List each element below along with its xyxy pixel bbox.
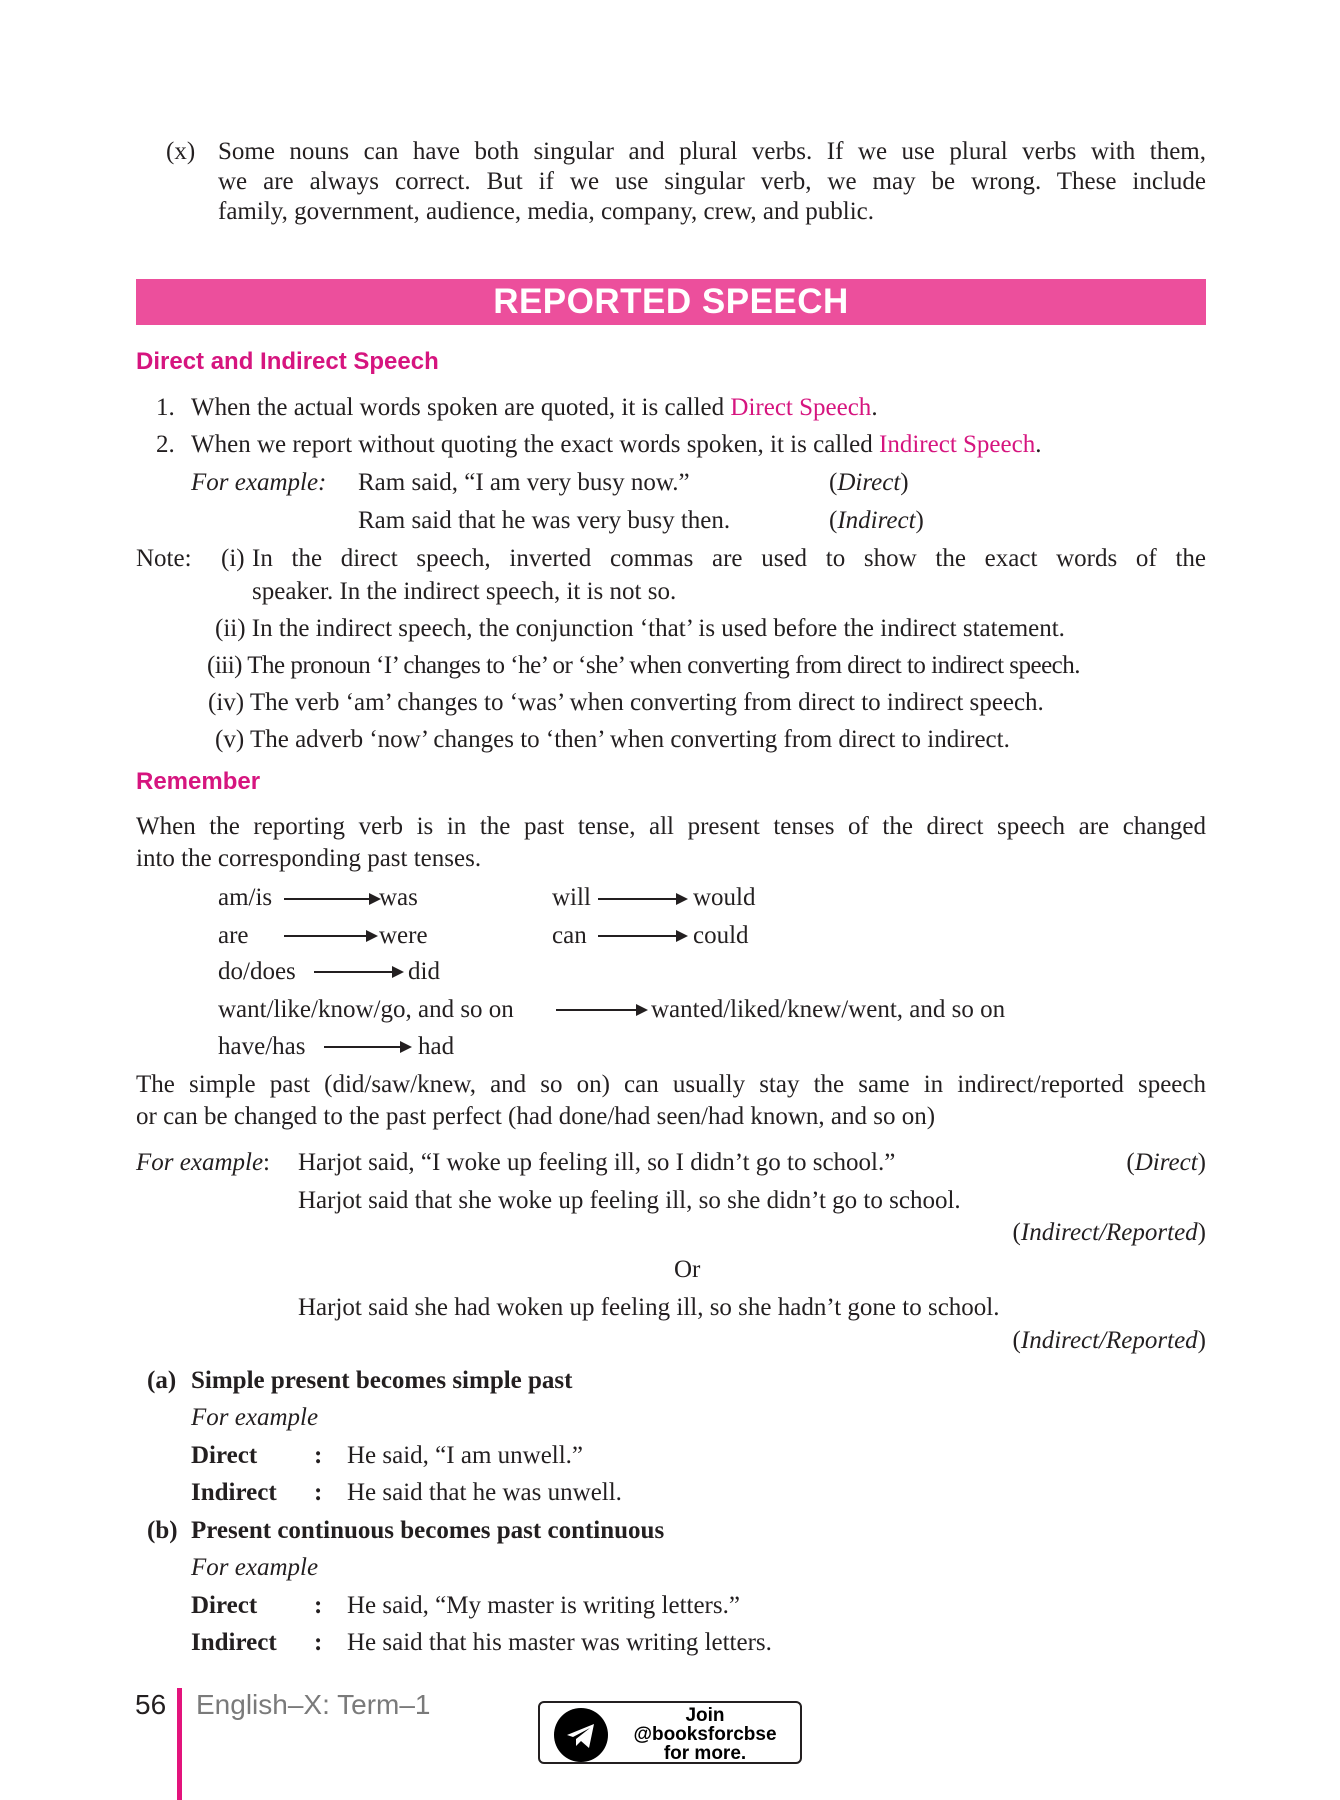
join-line-3: for more. [663, 1743, 747, 1764]
point-2-num: 2. [156, 431, 175, 458]
point-1-end: . [871, 394, 878, 421]
point-1-term: Direct Speech [730, 394, 872, 421]
footer-divider [177, 1688, 182, 1800]
rule-a-indirect-text: He said that he was unwell. [347, 1479, 622, 1506]
rule-a-direct-label: Direct [191, 1442, 258, 1469]
point-2 [191, 431, 1041, 459]
simple-past-para-line2: or can be changed to the past perfect (had done/had seen/had known, and so on) [136, 1103, 936, 1130]
join-text [620, 1706, 790, 1763]
simple-past-para-line1: The simple past (did/saw/knew, and so on) can usually stay the same in indirect/reported speech [136, 1071, 1206, 1098]
section-banner [136, 279, 1206, 325]
direct-tag: Direct [1134, 1149, 1198, 1176]
tense-to: did [408, 958, 440, 985]
rule-a-indirect-colon: : [314, 1479, 323, 1506]
point-1-num: 1. [156, 394, 175, 421]
tense-from: have/has [218, 1033, 306, 1060]
arrow-icon [284, 935, 376, 937]
note-i-line2: speaker. In the indirect speech, it is not so. [252, 578, 677, 605]
tense-to: would [693, 884, 756, 911]
banner-title: REPORTED SPEECH [493, 282, 849, 321]
arrow-icon [284, 898, 379, 900]
rule-b-example-label: For example [191, 1554, 319, 1581]
rule-b-direct-colon: : [314, 1592, 323, 1619]
remember-heading: Remember [136, 768, 261, 795]
page-number: 56 [135, 1689, 167, 1720]
tense-to: wanted/liked/knew/went, and so on [651, 996, 1006, 1023]
section-heading: Direct and Indirect Speech [136, 348, 439, 375]
rule-a-direct-text: He said, “I am unwell.” [347, 1442, 584, 1469]
rule-b-direct-label: Direct [191, 1592, 258, 1619]
join-line-1: Join [685, 1705, 725, 1726]
arrow-icon [598, 898, 686, 900]
join-line-2: @booksforcbse [633, 1724, 777, 1745]
rule-a-example-label: For example [191, 1404, 319, 1431]
tense-to: could [693, 922, 749, 949]
tense-from: are [218, 922, 249, 949]
book-title: English–X: Term–1 [196, 1689, 431, 1720]
harjot-direct: Harjot said, “I woke up feeling ill, so I didn’t go to school.” [298, 1149, 896, 1176]
reported-tag: Indirect/Reported [1020, 1219, 1198, 1246]
rule-x-line3: family, government, audience, media, company, crew, and public. [218, 198, 875, 225]
arrow-icon [324, 1046, 410, 1048]
telegram-icon [554, 1708, 608, 1762]
note-v: (v) The adverb ‘now’ changes to ‘then’ when converting from direct to indirect. [215, 726, 1010, 753]
remember-para-line1: When the reporting verb is in the past tense, all present tenses of the direct speech are changed [136, 813, 1206, 840]
note-ii: (ii) In the indirect speech, the conjunction ‘that’ is used before the indirect statement. [215, 615, 1065, 642]
harjot-example-label [136, 1149, 270, 1177]
point-2-text: When we report without quoting the exact words spoken, it is called [191, 431, 880, 458]
arrow-icon [598, 935, 686, 937]
arrow-icon [556, 1009, 646, 1011]
tense-from: want/like/know/go, and so on [218, 996, 514, 1023]
rule-b-indirect-text: He said that his master was writing letters. [347, 1629, 772, 1656]
rule-x-label: (x) [166, 138, 196, 165]
example-label-text: For example [136, 1149, 264, 1176]
telegram-join-badge[interactable] [538, 1701, 802, 1764]
reported-tag: Indirect/Reported [1020, 1327, 1198, 1354]
point-2-term: Indirect Speech [879, 431, 1036, 458]
example-label: For example: [191, 469, 327, 496]
point-2-end: . [1035, 431, 1042, 458]
tense-from: will [552, 884, 591, 911]
point-1 [191, 394, 878, 422]
rule-x-line1: Some nouns can have both singular and plural verbs. If we use plural verbs with them, [218, 138, 1206, 165]
example-label-colon: : [263, 1149, 270, 1176]
rule-b-direct-text: He said, “My master is writing letters.” [347, 1592, 740, 1619]
note-iv: (iv) The verb ‘am’ changes to ‘was’ when converting from direct to indirect speech. [208, 689, 1044, 716]
harjot-indirect-1: Harjot said that she woke up feeling ill, so she didn’t go to school. [298, 1187, 961, 1214]
rule-b-label: (b) [147, 1517, 178, 1544]
tense-from: do/does [218, 958, 296, 985]
rule-a-title: Simple present becomes simple past [191, 1367, 573, 1394]
or-separator: Or [674, 1256, 701, 1283]
tense-to: were [379, 922, 428, 949]
rule-a-indirect-label: Indirect [191, 1479, 277, 1506]
tense-to: was [379, 884, 418, 911]
point-1-text: When the actual words spoken are quoted, it is called [191, 394, 731, 421]
direct-tag: Direct [837, 469, 901, 496]
example-indirect: Ram said that he was very busy then. [358, 507, 731, 534]
rule-x-line2: we are always correct. But if we use singular verb, we may be wrong. These include [218, 168, 1206, 195]
harjot-reported-tag-1: (Indirect/Reported) [1012, 1219, 1206, 1246]
rule-a-label: (a) [147, 1367, 177, 1394]
arrow-icon [314, 971, 402, 973]
rule-b-indirect-colon: : [314, 1629, 323, 1656]
tense-from: can [552, 922, 587, 949]
harjot-direct-tag: (Direct) [1126, 1149, 1206, 1176]
note-iii: (iii) The pronoun ‘I’ changes to ‘he’ or ‘she’ when converting from direct to indirect speech. [207, 652, 1081, 679]
example-direct: Ram said, “I am very busy now.” [358, 469, 690, 496]
harjot-indirect-2: Harjot said she had woken up feeling ill, so she hadn’t gone to school. [298, 1294, 1000, 1321]
rule-a-direct-colon: : [314, 1442, 323, 1469]
tense-from: am/is [218, 884, 273, 911]
rule-b-indirect-label: Indirect [191, 1629, 277, 1656]
example-indirect-tag: (Indirect) [829, 507, 924, 534]
note-i-line1: In the direct speech, inverted commas are used to show the exact words of the [252, 545, 1206, 572]
tense-to: had [418, 1033, 455, 1060]
note-i-num: (i) [221, 545, 245, 572]
remember-para-line2: into the corresponding past tenses. [136, 845, 482, 872]
note-label: Note: [136, 545, 192, 572]
example-direct-tag: (Direct) [829, 469, 909, 496]
rule-b-title: Present continuous becomes past continuous [191, 1517, 665, 1544]
harjot-reported-tag-2: (Indirect/Reported) [1012, 1327, 1206, 1354]
indirect-tag: Indirect [837, 507, 916, 534]
